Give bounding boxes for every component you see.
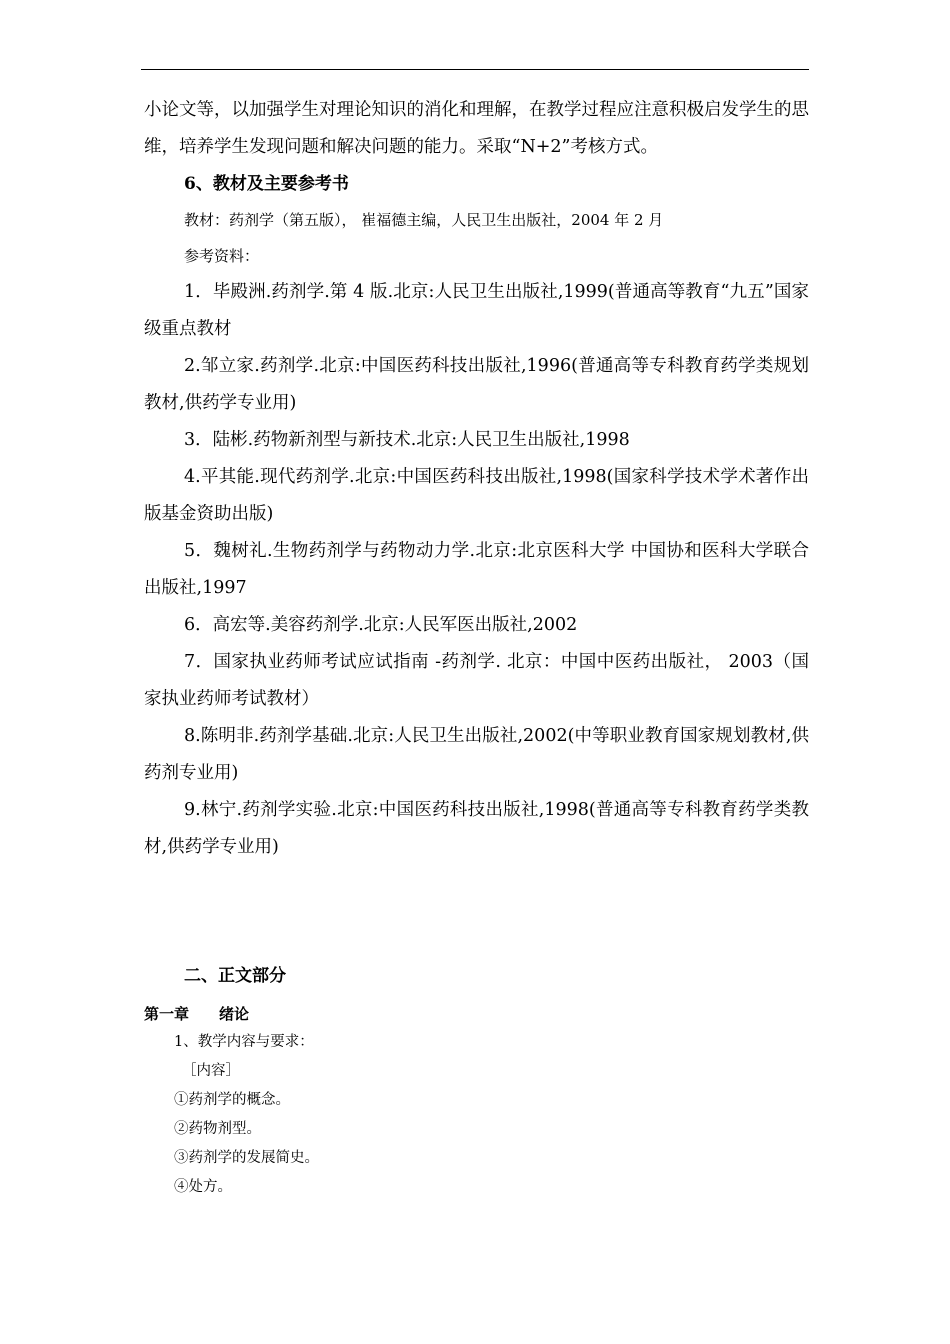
intro-paragraph: 小论文等，以加强学生对理论知识的消化和理解，在教学过程应注意积极启发学生的思维，培养学生发现问题和解决问题的能力。采取“N+2”考核方式。 [144,100,809,157]
reference-item: 1．毕殿洲.药剂学.第 4 版.北京:人民卫生出版社,1999(普通高等教育“九五”国家级重点教材 [144,282,809,339]
content-item: ③药剂学的发展简史。 [174,1150,319,1166]
section-6-heading: 6、教材及主要参考书 [184,174,349,194]
content-item: ①药剂学的概念。 [174,1092,290,1108]
header-rule [141,69,809,70]
content-item: ②药物剂型。 [174,1121,261,1137]
reference-item: 6．高宏等.美容药剂学.北京:人民军医出版社,2002 [184,615,578,635]
chapter-title: 绪论 [219,1005,250,1023]
references-label: 参考资料： [184,247,260,265]
reference-item: 5．魏树礼.生物药剂学与药物动力学.北京:北京医科大学 中国协和医科大学联合出版社,1997 [144,541,809,598]
teaching-content-heading: 1、教学内容与要求： [174,1034,314,1050]
body-content [144,92,809,866]
reference-item: 8.陈明非.药剂学基础.北京:人民卫生出版社,2002(中等职业教育国家规划教材,供药剂专业用) [144,726,809,783]
part-2-heading: 二、正文部分 [184,966,286,986]
teaching-content-list [174,1028,319,1202]
content-item: ④处方。 [174,1179,232,1195]
reference-item: 4.平其能.现代药剂学.北京:中国医药科技出版社,1998(国家科学技术学术著作出版基金资助出版) [144,467,809,524]
textbook-line: 教材：药剂学（第五版）， 崔福德主编，人民卫生出版社，2004 年 2 月 [184,211,664,229]
reference-item: 3．陆彬.药物新剂型与新技术.北京:人民卫生出版社,1998 [184,430,630,450]
chapter-label: 第一章 [144,1005,190,1023]
chapter-heading [144,1000,249,1028]
reference-item: 7．国家执业药师考试应试指南 -药剂学. 北京：中国中医药出版社， 2003（国家执业药师考试教材） [144,652,809,709]
reference-item: 2.邹立家.药剂学.北京:中国医药科技出版社,1996(普通高等专科教育药学类规划教材,供药学专业用) [144,356,809,413]
reference-item: 9.林宁.药剂学实验.北京:中国医药科技出版社,1998(普通高等专科教育药学类教材,供药学专业用) [144,800,809,857]
reference-list [144,274,809,866]
content-label: ［内容］ [182,1063,240,1079]
